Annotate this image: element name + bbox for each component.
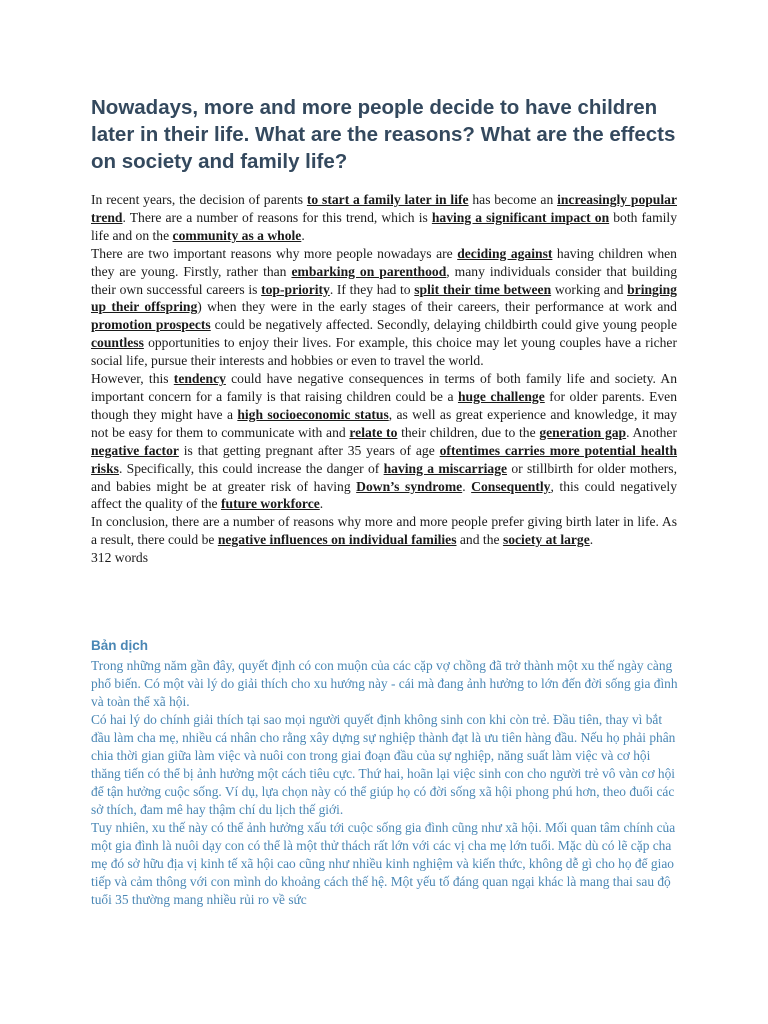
- key-phrase: generation gap: [539, 424, 627, 440]
- key-phrase: promotion prospects: [91, 317, 211, 333]
- essay-body: [91, 191, 677, 567]
- key-phrase: bringing up their offspring: [91, 281, 677, 315]
- essay-paragraph-effects: However, this tendency could have negative consequences in terms of both family life and society. An important concern for a family is that raising children could be a huge challenge for older parents. Even though they might have a high socioeconomic status, as well as great experience and knowledge, it may not be easy for them to communicate with and relate to their children, due to the generation gap. Another negative factor is that getting pregnant after 35 years of age oftentimes carries more potential health risks. Specifically, this could increase the danger of having a miscarriage or stillbirth for older mothers, and babies might be at greater risk of having Down’s syndrome. Consequently, this could negatively affect the quality of the future workforce.: [91, 371, 678, 512]
- key-phrase: deciding against: [457, 245, 553, 261]
- key-phrase: top-priority: [261, 281, 330, 297]
- key-phrase: Down’s syndrome: [356, 478, 463, 494]
- key-phrase: high socioeconomic status: [237, 406, 389, 422]
- word-count: 312 words: [91, 550, 149, 566]
- essay-paragraph-intro: In recent years, the decision of parents to start a family later in life has become an increasingly popular trend. There are a number of reasons for this trend, which is having a significant impact on both family life and on the community as a whole.: [91, 192, 677, 243]
- key-phrase: negative influences on individual families: [217, 532, 457, 548]
- key-phrase: to start a family later in life: [306, 192, 469, 207]
- essay-title: Nowadays, more and more people decide to have children later in their life. What are the reasons? What are the effects on society and family life?: [91, 96, 676, 173]
- key-phrase: future workforce: [220, 496, 320, 512]
- translation-body: [91, 657, 683, 909]
- key-phrase: huge challenge: [457, 388, 545, 404]
- key-phrase: tendency: [173, 371, 226, 387]
- key-phrase: having a miscarriage: [383, 460, 508, 476]
- key-phrase: countless: [91, 335, 144, 351]
- key-phrase: oftentimes carries more potential health risks: [91, 442, 678, 476]
- key-phrase: having a significant impact on: [431, 209, 610, 225]
- essay-paragraph-conclusion: In conclusion, there are a number of reasons why more and more people prefer giving birth later in life. As a result, there could be negative influences on individual families and the society at large.: [91, 514, 677, 548]
- key-phrase: Consequently: [471, 478, 551, 494]
- key-phrase: split their time between: [414, 281, 552, 297]
- key-phrase: society at large: [502, 532, 590, 548]
- key-phrase: community as a whole: [172, 227, 302, 243]
- key-phrase: negative factor: [91, 442, 179, 458]
- translation-paragraph-intro: Trong những năm gần đây, quyết định có con muộn của các cặp vợ chồng đã trở thành một xu thế ngày càng phổ biến. Có một vài lý do giải thích cho xu hướng này - cái mà đang ảnh hưởng to lớn đến đời sống gia đình và toàn thể xã hội.: [91, 658, 678, 709]
- essay-paragraph-reasons: There are two important reasons why more people nowadays are deciding against having children when they are young. Firstly, rather than embarking on parenthood, many individuals consider that building their own successful careers is top-priority. If they had to split their time between working and bringing up their offspring) when they were in the early stages of their careers, their performance at work and promotion prospects could be negatively affected. Secondly, delaying childbirth could give young people countless opportunities to enjoy their lives. For example, this choice may let young couples have a richer social life, pursue their interests and hobbies or even to travel the world.: [91, 245, 678, 369]
- translation-paragraph-reasons: Có hai lý do chính giải thích tại sao mọi người quyết định không sinh con khi còn trẻ. Đầu tiên, thay vì bắt đầu làm cha mẹ, nhiều cá nhân cho rằng xây dựng sự nghiệp thành đạt là ưu tiên hàng đầu. Nếu họ phải phân chia thời gian giữa làm việc và nuôi con trong giai đoạn đầu của sự nghiệp, năng suất làm việc và cơ hội thăng tiến có thể bị ảnh hưởng một cách tiêu cực. Thứ hai, hoãn lại việc sinh con cho người trẻ vô vàn cơ hội để tận hưởng cuộc sống. Ví dụ, lựa chọn này có thể giúp họ có đời sống xã hội phong phú hơn, theo đuổi các sở thích, đam mê hay thậm chí du lịch thế giới.: [91, 712, 676, 817]
- translation-heading: Bản dịch: [91, 638, 149, 653]
- key-phrase: embarking on parenthood: [291, 263, 447, 279]
- key-phrase: relate to: [349, 424, 398, 440]
- key-phrase: increasingly popular trend: [91, 192, 677, 225]
- translation-paragraph-effects: Tuy nhiên, xu thế này có thể ảnh hưởng xấu tới cuộc sống gia đình cũng như xã hội. Mối quan tâm chính của một gia đình là nuôi dạy con có thể là một thử thách rất lớn với các vị cha mẹ lớn tuổi. Mặc dù có lẽ cặp cha mẹ đó sở hữu địa vị kinh tế xã hội cao cũng như nhiều kinh nghiệm và kiến thức, không dễ gì cho họ để giao tiếp và cảm thông với con mình do khoảng cách thế hệ. Một yếu tố đáng quan ngại khác là mang thai sau độ tuổi 35 thường mang nhiều rủi ro về sức: [91, 820, 676, 907]
